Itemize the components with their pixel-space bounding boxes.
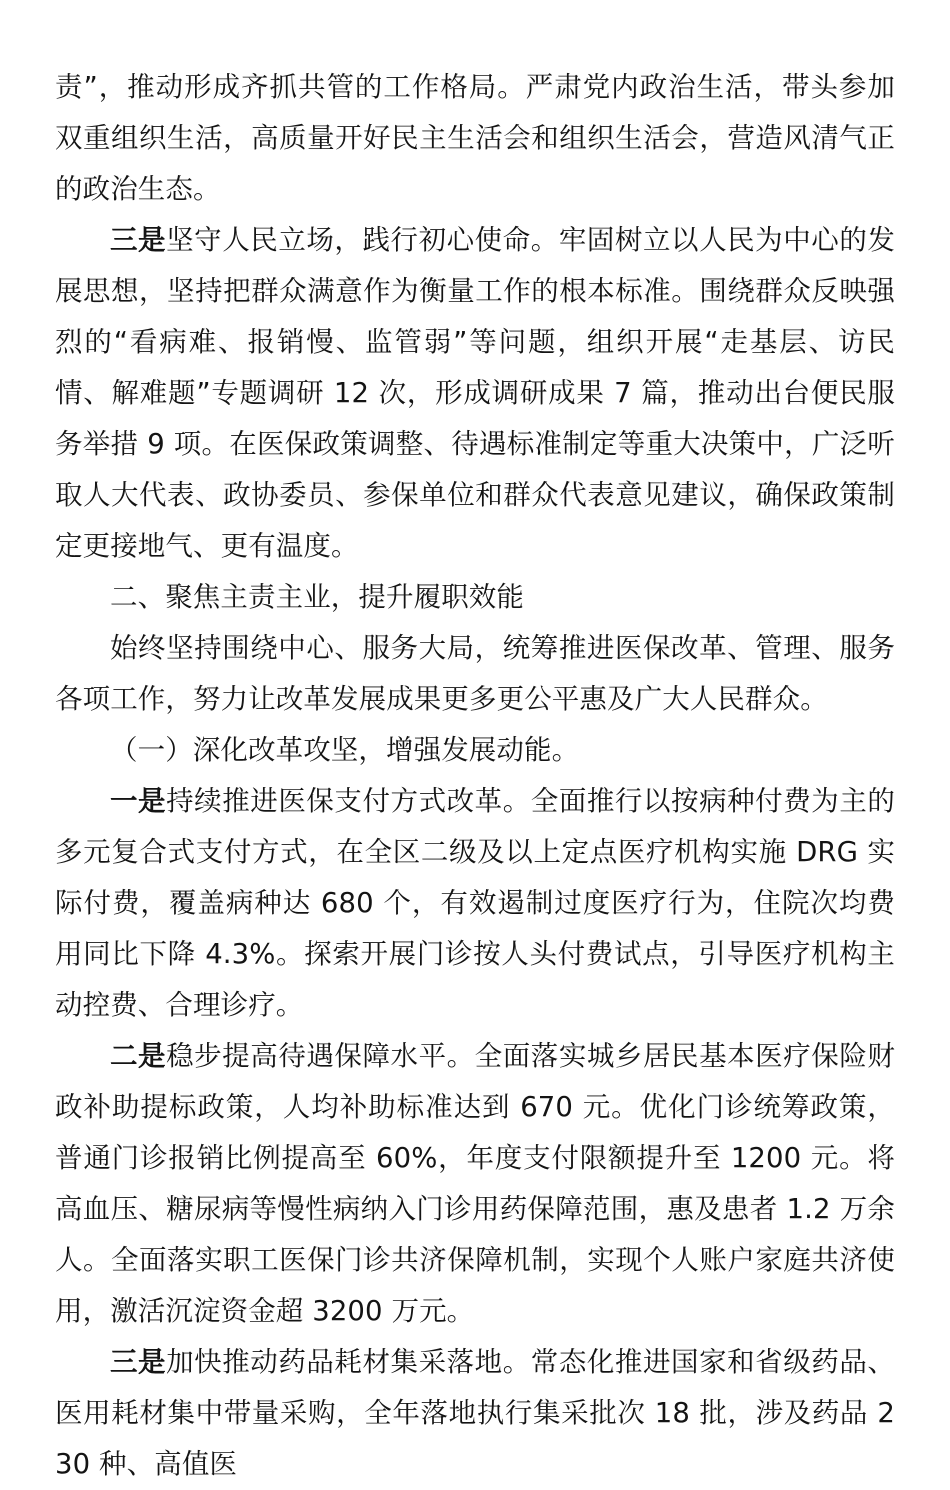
paragraph-text: 坚守人民立场，践行初心使命。牢固树立以人民为中心的发展思想，坚持把群众满意作为衡量工作的根本标准。围绕群众反映强烈的“看病难、报销慢、监管弱”等问题，组织开展“走基层、访民情、解难题”专题调研 12 次，形成调研成果 7 篇，推动出台便民服务举措 9 项。在医保政策调整、待遇标准制定等重大决策中，广泛听取人大代表、政协委员、参保单位和群众代表意见建议，确保政策制定更接地气、更有温度。: [55, 224, 895, 562]
paragraph-text: 加快推动药品耗材集采落地。常态化推进国家和省级药品、医用耗材集中带量采购，全年落地执行集采批次 18 批，涉及药品 230 种、高值医: [55, 1346, 895, 1480]
paragraph-text: 责”，推动形成齐抓共管的工作格局。严肃党内政治生活，带头参加双重组织生活，高质量开好民主生活会和组织生活会，营造风清气正的政治生态。: [55, 71, 895, 205]
paragraph-text: 始终坚持围绕中心、服务大局，统筹推进医保改革、管理、服务各项工作，努力让改革发展成果更多更公平惠及广大人民群众。: [55, 632, 895, 715]
section-heading: [55, 572, 895, 623]
paragraph-lead-label: 三是: [110, 1346, 167, 1378]
body-paragraph: [55, 1337, 895, 1490]
section-heading-text: （一）深化改革攻坚，增强发展动能。: [110, 734, 580, 766]
body-paragraph: [55, 215, 895, 572]
paragraph-lead-label: 一是: [110, 785, 167, 817]
section-heading-text: 二、聚焦主责主业，提升履职效能: [110, 581, 524, 613]
body-paragraph: [55, 776, 895, 1031]
body-paragraph: [55, 623, 895, 725]
body-paragraph: [55, 62, 895, 215]
paragraph-text: 持续推进医保支付方式改革。全面推行以按病种付费为主的多元复合式支付方式，在全区二级及以上定点医疗机构实施 DRG 实际付费，覆盖病种达 680 个，有效遏制过度医疗行为，住院次均费用同比下降 4.3%。探索开展门诊按人头付费试点，引导医疗机构主动控费、合理诊疗。: [55, 785, 895, 1021]
paragraph-lead-label: 二是: [110, 1040, 167, 1072]
document-body: [55, 62, 895, 1490]
section-heading: [55, 725, 895, 776]
paragraph-text: 稳步提高待遇保障水平。全面落实城乡居民基本医疗保险财政补助提标政策，人均补助标准达到 670 元。优化门诊统筹政策，普通门诊报销比例提高至 60%，年度支付限额提升至 1200 元。将高血压、糖尿病等慢性病纳入门诊用药保障范围，惠及患者 1.2 万余人。全面落实职工医保门诊共济保障机制，实现个人账户家庭共济使用，激活沉淀资金超 3200 万元。: [55, 1040, 895, 1327]
body-paragraph: [55, 1031, 895, 1337]
paragraph-lead-label: 三是: [110, 224, 167, 256]
